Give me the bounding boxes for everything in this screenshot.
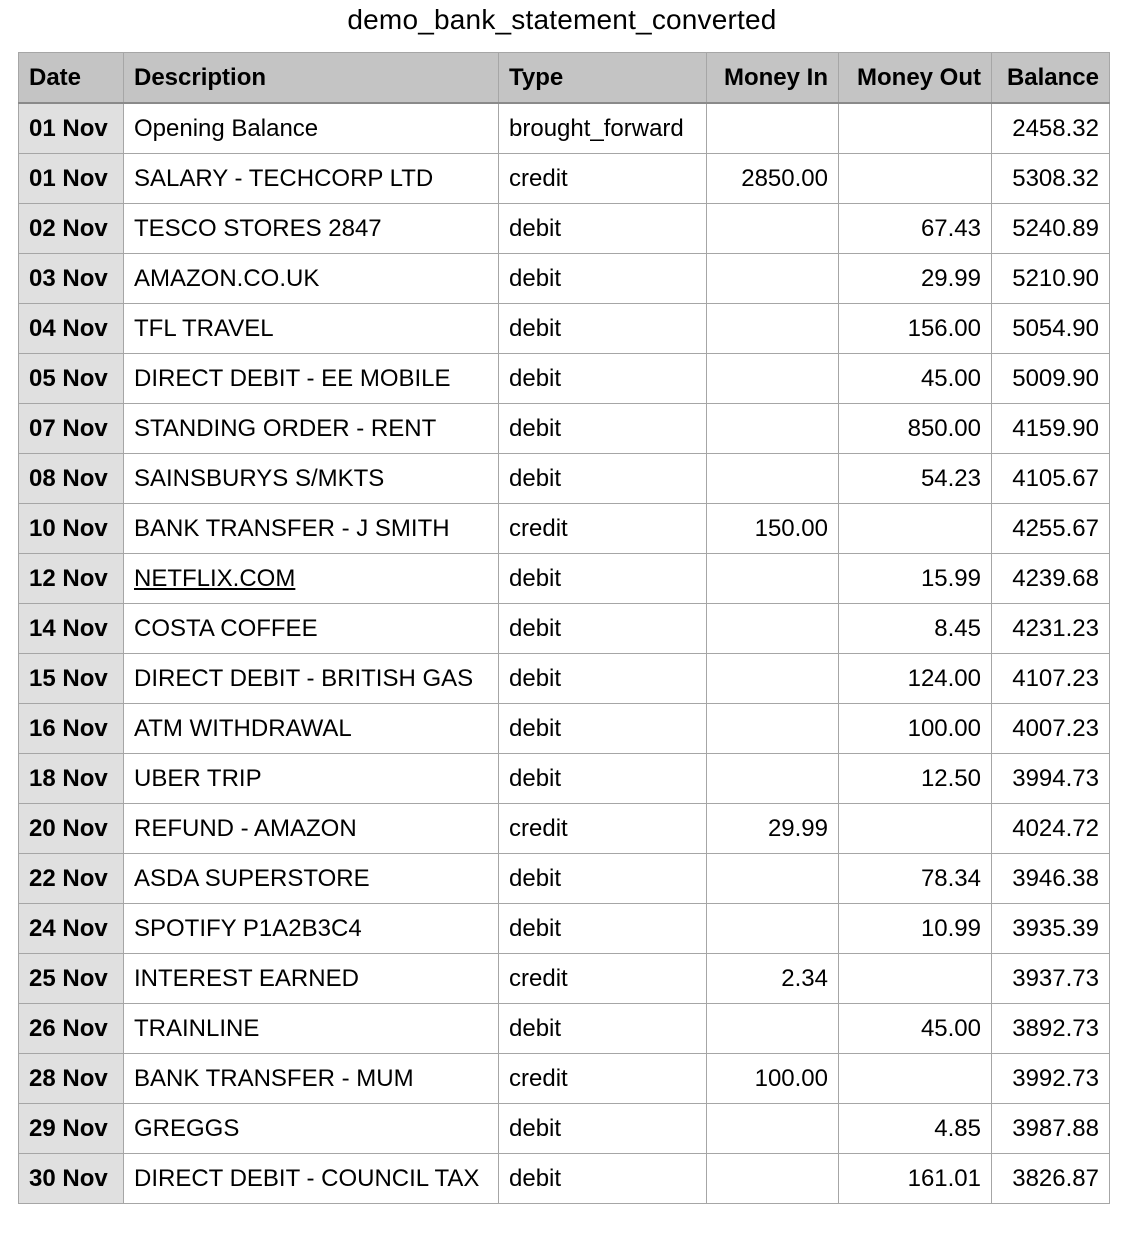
cell-money-out: 12.50 — [839, 754, 992, 804]
cell-money-out: 15.99 — [839, 554, 992, 604]
cell-balance: 4159.90 — [992, 404, 1110, 454]
cell-money-out: 161.01 — [839, 1154, 992, 1204]
cell-description: AMAZON.CO.UK — [124, 254, 499, 304]
table-row — [19, 604, 1110, 654]
table-row — [19, 304, 1110, 354]
cell-type: debit — [499, 454, 707, 504]
cell-description: ATM WITHDRAWAL — [124, 704, 499, 754]
cell-balance: 2458.32 — [992, 103, 1110, 154]
cell-type: debit — [499, 704, 707, 754]
cell-money-in — [707, 354, 839, 404]
cell-money-in: 150.00 — [707, 504, 839, 554]
cell-date: 14 Nov — [19, 604, 124, 654]
cell-money-in — [707, 1154, 839, 1204]
cell-money-in — [707, 654, 839, 704]
cell-date: 12 Nov — [19, 554, 124, 604]
cell-description: INTEREST EARNED — [124, 954, 499, 1004]
cell-type: debit — [499, 604, 707, 654]
table-row — [19, 354, 1110, 404]
table-header-row — [19, 53, 1110, 104]
cell-type: debit — [499, 354, 707, 404]
cell-balance: 3994.73 — [992, 754, 1110, 804]
table-row — [19, 654, 1110, 704]
cell-money-in — [707, 404, 839, 454]
cell-date: 05 Nov — [19, 354, 124, 404]
cell-balance: 4024.72 — [992, 804, 1110, 854]
statement-table — [18, 52, 1110, 1204]
cell-balance: 5210.90 — [992, 254, 1110, 304]
cell-date: 01 Nov — [19, 154, 124, 204]
table-row — [19, 954, 1110, 1004]
cell-money-in — [707, 904, 839, 954]
cell-description: SALARY - TECHCORP LTD — [124, 154, 499, 204]
cell-date: 29 Nov — [19, 1104, 124, 1154]
cell-type: credit — [499, 1054, 707, 1104]
cell-description — [124, 554, 499, 604]
cell-money-out: 4.85 — [839, 1104, 992, 1154]
cell-money-in — [707, 204, 839, 254]
cell-type: debit — [499, 1104, 707, 1154]
cell-balance: 4239.68 — [992, 554, 1110, 604]
cell-description: TESCO STORES 2847 — [124, 204, 499, 254]
cell-description: STANDING ORDER - RENT — [124, 404, 499, 454]
cell-type: debit — [499, 904, 707, 954]
cell-balance: 3937.73 — [992, 954, 1110, 1004]
cell-balance: 5240.89 — [992, 204, 1110, 254]
cell-money-in — [707, 254, 839, 304]
cell-balance: 3992.73 — [992, 1054, 1110, 1104]
cell-description: DIRECT DEBIT - COUNCIL TAX — [124, 1154, 499, 1204]
table-row — [19, 904, 1110, 954]
cell-description: TFL TRAVEL — [124, 304, 499, 354]
cell-money-in — [707, 704, 839, 754]
cell-date: 28 Nov — [19, 1054, 124, 1104]
cell-money-in — [707, 554, 839, 604]
cell-money-out — [839, 954, 992, 1004]
table-row — [19, 254, 1110, 304]
cell-date: 24 Nov — [19, 904, 124, 954]
statement-rows — [19, 103, 1110, 1204]
cell-type: debit — [499, 554, 707, 604]
cell-money-out: 850.00 — [839, 404, 992, 454]
cell-type: debit — [499, 1154, 707, 1204]
cell-money-in — [707, 604, 839, 654]
table-row — [19, 554, 1110, 604]
column-header-description: Description — [124, 53, 499, 104]
cell-description: ASDA SUPERSTORE — [124, 854, 499, 904]
cell-date: 20 Nov — [19, 804, 124, 854]
cell-type: debit — [499, 754, 707, 804]
cell-money-out — [839, 804, 992, 854]
cell-money-in — [707, 103, 839, 154]
table-row — [19, 504, 1110, 554]
cell-description: DIRECT DEBIT - BRITISH GAS — [124, 654, 499, 704]
cell-money-in — [707, 1004, 839, 1054]
table-row — [19, 204, 1110, 254]
cell-balance: 5009.90 — [992, 354, 1110, 404]
cell-balance: 3935.39 — [992, 904, 1110, 954]
cell-balance: 3987.88 — [992, 1104, 1110, 1154]
cell-money-out — [839, 154, 992, 204]
cell-type: debit — [499, 1004, 707, 1054]
cell-date: 26 Nov — [19, 1004, 124, 1054]
cell-description: BANK TRANSFER - MUM — [124, 1054, 499, 1104]
cell-money-out: 45.00 — [839, 1004, 992, 1054]
column-header-balance: Balance — [992, 53, 1110, 104]
table-row — [19, 454, 1110, 504]
table-row — [19, 704, 1110, 754]
cell-date: 25 Nov — [19, 954, 124, 1004]
column-header-type: Type — [499, 53, 707, 104]
cell-money-out: 124.00 — [839, 654, 992, 704]
cell-date: 15 Nov — [19, 654, 124, 704]
cell-type: debit — [499, 254, 707, 304]
cell-money-in — [707, 854, 839, 904]
table-row — [19, 103, 1110, 154]
cell-date: 08 Nov — [19, 454, 124, 504]
document-title: demo_bank_statement_converted — [347, 4, 777, 35]
cell-money-in: 2.34 — [707, 954, 839, 1004]
cell-date: 18 Nov — [19, 754, 124, 804]
cell-balance: 3826.87 — [992, 1154, 1110, 1204]
cell-balance: 3892.73 — [992, 1004, 1110, 1054]
cell-type: credit — [499, 804, 707, 854]
column-header-money-out: Money Out — [839, 53, 992, 104]
cell-money-in — [707, 754, 839, 804]
cell-balance: 4105.67 — [992, 454, 1110, 504]
cell-description: TRAINLINE — [124, 1004, 499, 1054]
cell-money-in — [707, 304, 839, 354]
cell-type: debit — [499, 204, 707, 254]
table-row — [19, 1154, 1110, 1204]
cell-money-out: 100.00 — [839, 704, 992, 754]
cell-money-out — [839, 1054, 992, 1104]
table-row — [19, 754, 1110, 804]
cell-date: 10 Nov — [19, 504, 124, 554]
table-row — [19, 1054, 1110, 1104]
cell-description: Opening Balance — [124, 103, 499, 154]
cell-description: DIRECT DEBIT - EE MOBILE — [124, 354, 499, 404]
cell-money-out: 45.00 — [839, 354, 992, 404]
cell-balance: 5308.32 — [992, 154, 1110, 204]
cell-description: BANK TRANSFER - J SMITH — [124, 504, 499, 554]
cell-date: 03 Nov — [19, 254, 124, 304]
cell-money-out: 10.99 — [839, 904, 992, 954]
cell-description: SAINSBURYS S/MKTS — [124, 454, 499, 504]
cell-money-in — [707, 1104, 839, 1154]
cell-type: credit — [499, 154, 707, 204]
cell-money-in: 29.99 — [707, 804, 839, 854]
cell-type: credit — [499, 954, 707, 1004]
cell-description: GREGGS — [124, 1104, 499, 1154]
cell-type: brought_forward — [499, 103, 707, 154]
table-row — [19, 1104, 1110, 1154]
cell-type: debit — [499, 404, 707, 454]
cell-type: debit — [499, 304, 707, 354]
column-header-date: Date — [19, 53, 124, 104]
table-row — [19, 404, 1110, 454]
cell-money-in — [707, 454, 839, 504]
cell-type: debit — [499, 654, 707, 704]
cell-balance: 4107.23 — [992, 654, 1110, 704]
cell-balance: 5054.90 — [992, 304, 1110, 354]
cell-description: SPOTIFY P1A2B3C4 — [124, 904, 499, 954]
cell-money-out: 156.00 — [839, 304, 992, 354]
description-link[interactable]: NETFLIX.COM — [134, 564, 296, 592]
cell-description: UBER TRIP — [124, 754, 499, 804]
cell-type: debit — [499, 854, 707, 904]
cell-money-out: 29.99 — [839, 254, 992, 304]
cell-money-out: 78.34 — [839, 854, 992, 904]
table-row — [19, 1004, 1110, 1054]
table-row — [19, 804, 1110, 854]
cell-date: 01 Nov — [19, 103, 124, 154]
cell-balance: 4255.67 — [992, 504, 1110, 554]
cell-type: credit — [499, 504, 707, 554]
cell-date: 30 Nov — [19, 1154, 124, 1204]
cell-date: 04 Nov — [19, 304, 124, 354]
cell-balance: 4231.23 — [992, 604, 1110, 654]
cell-description: REFUND - AMAZON — [124, 804, 499, 854]
cell-money-out: 54.23 — [839, 454, 992, 504]
cell-money-out — [839, 103, 992, 154]
cell-money-out: 67.43 — [839, 204, 992, 254]
cell-date: 16 Nov — [19, 704, 124, 754]
cell-balance: 3946.38 — [992, 854, 1110, 904]
table-row — [19, 154, 1110, 204]
cell-description: COSTA COFFEE — [124, 604, 499, 654]
cell-money-in: 2850.00 — [707, 154, 839, 204]
column-header-money-in: Money In — [707, 53, 839, 104]
cell-date: 22 Nov — [19, 854, 124, 904]
cell-balance: 4007.23 — [992, 704, 1110, 754]
cell-money-out — [839, 504, 992, 554]
table-row — [19, 854, 1110, 904]
cell-date: 07 Nov — [19, 404, 124, 454]
cell-money-in: 100.00 — [707, 1054, 839, 1104]
cell-date: 02 Nov — [19, 204, 124, 254]
cell-money-out: 8.45 — [839, 604, 992, 654]
